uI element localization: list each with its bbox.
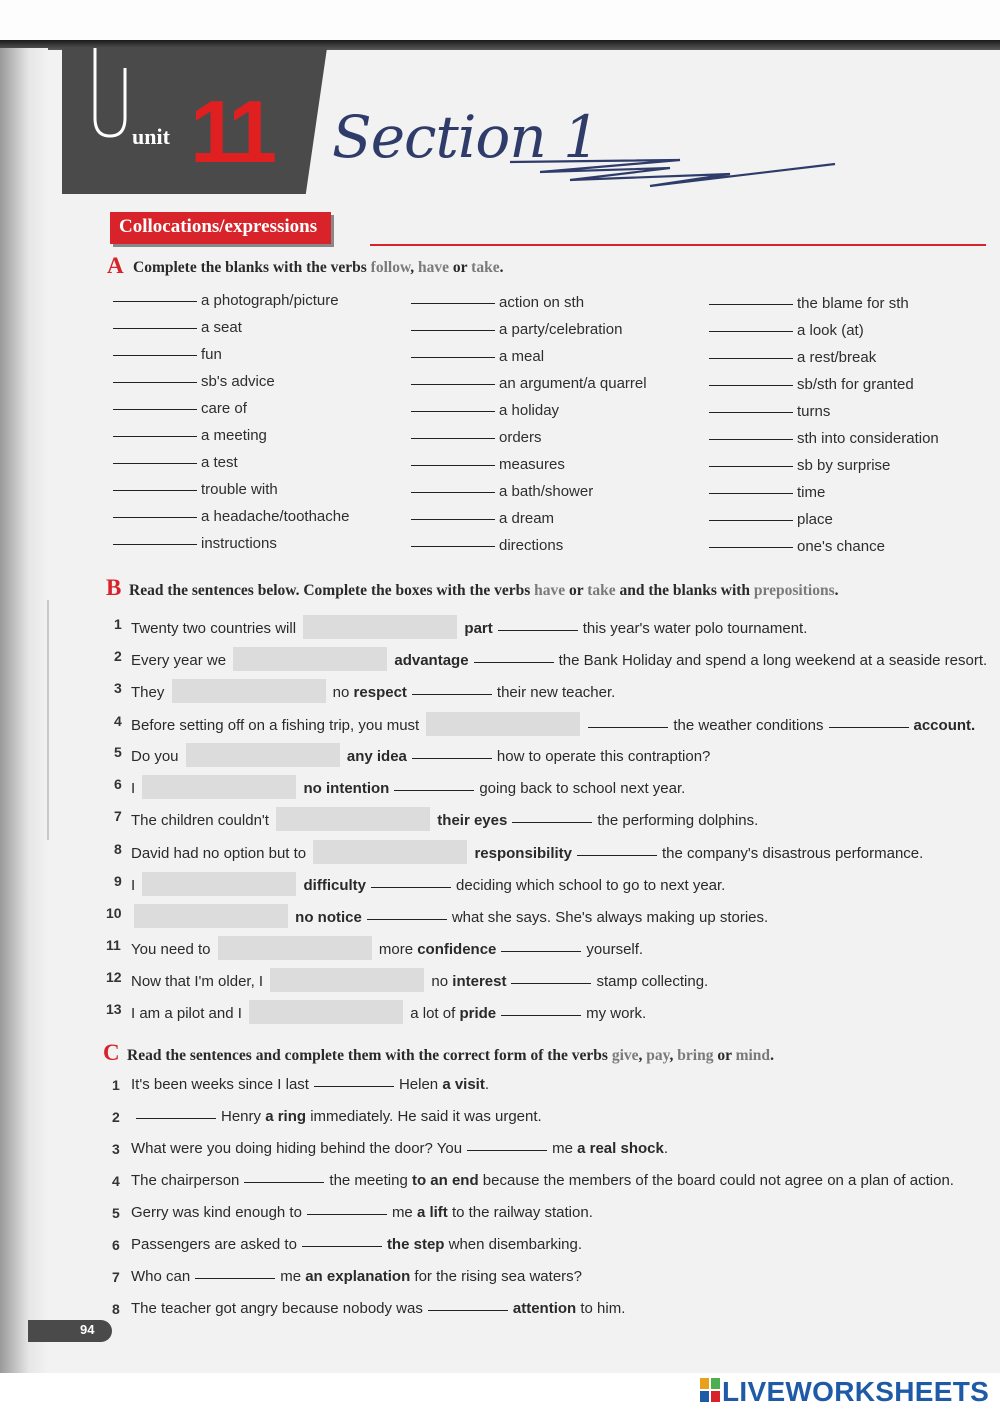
collocation-text: place (797, 511, 833, 528)
sentence-text: deciding which school to go to next year. (456, 877, 726, 894)
item-number: 3 (112, 1141, 120, 1157)
sentence-text: what she says. She's always making up stories. (451, 909, 769, 926)
collocation-item (113, 292, 339, 309)
collocation-text: a bath/shower (499, 482, 594, 500)
collocation-item (411, 375, 647, 392)
collocation-text: a party/celebration (499, 320, 623, 338)
collocation-text: measures (499, 455, 565, 473)
answer-blank[interactable] (411, 492, 495, 493)
sentence-text: I (131, 780, 140, 797)
answer-blank[interactable] (113, 301, 197, 302)
sentence (131, 968, 708, 992)
sentence-text: the meeting (329, 1172, 412, 1189)
key-phrase: any idea (342, 748, 407, 765)
collocation-text: an argument/a quarrel (499, 374, 647, 392)
key-phrase: a lift (416, 1204, 448, 1221)
collocation-text: a headache/toothache (201, 508, 350, 525)
sentence (131, 1108, 542, 1125)
sentence-text: more (374, 941, 418, 958)
answer-blank[interactable] (411, 411, 495, 412)
verb-answer-box[interactable] (270, 968, 424, 992)
collocation-text: the blame for sth (797, 295, 909, 312)
answer-blank[interactable] (411, 384, 495, 385)
sentence (131, 1204, 593, 1221)
sentence-text: Do you (131, 748, 183, 765)
item-number: 2 (114, 648, 122, 664)
section-a-letter: A (107, 253, 124, 278)
sentence (131, 1140, 668, 1157)
unit-number: 11 (190, 82, 272, 181)
key-phrase: difficulty (299, 877, 367, 894)
page-number-tab (28, 1320, 112, 1342)
sentence (131, 840, 923, 864)
preposition-blank[interactable] (367, 919, 447, 920)
preposition-blank[interactable] (588, 727, 668, 728)
answer-blank[interactable] (709, 331, 793, 332)
sentence-text: the performing dolphins. (597, 812, 759, 829)
answer-blank[interactable] (411, 438, 495, 439)
collocation-item (709, 376, 914, 393)
sentence-text: me (280, 1268, 306, 1285)
verb-answer-box[interactable] (186, 743, 340, 767)
sentence-text: for the rising sea waters? (410, 1268, 582, 1285)
answer-blank[interactable] (113, 463, 197, 464)
section-title: Section 1 (332, 103, 600, 171)
sentence (131, 712, 975, 736)
paperclip-icon (85, 48, 135, 143)
item-number: 1 (112, 1077, 120, 1093)
preposition-blank[interactable] (501, 1015, 581, 1016)
collocation-item (411, 402, 559, 419)
sentence (131, 1300, 625, 1317)
sentence-text: I am a pilot and I (131, 1005, 247, 1022)
sentence-text: Passengers are asked to (131, 1236, 297, 1253)
section-c-letter: C (103, 1040, 120, 1065)
verb-answer-blank[interactable] (428, 1310, 508, 1311)
collocation-text: a test (201, 454, 238, 471)
preposition-blank[interactable] (412, 694, 492, 695)
verb-answer-box[interactable] (249, 1000, 403, 1024)
sentence-text: the Bank Holiday and spend a long weekend at a seaside resort. (558, 652, 988, 669)
sentence-text: Gerry was kind enough to (131, 1204, 302, 1221)
answer-blank[interactable] (113, 490, 197, 491)
sentence (131, 904, 768, 928)
collocation-text: a look (at) (797, 322, 864, 339)
preposition-blank[interactable] (511, 983, 591, 984)
preposition-blank[interactable] (498, 630, 578, 631)
item-number: 9 (114, 873, 122, 889)
sentence-text: to him. (576, 1300, 626, 1317)
verb-answer-box[interactable] (172, 679, 326, 703)
preposition-blank[interactable] (412, 758, 492, 759)
key-phrase: interest (452, 973, 507, 990)
answer-blank[interactable] (709, 304, 793, 305)
sentence-text: the company's disastrous performance. (662, 845, 924, 862)
unit-label: unit (132, 124, 170, 149)
collocation-item (113, 481, 278, 498)
sentence-text: Who can (131, 1268, 191, 1285)
answer-blank[interactable] (709, 493, 793, 494)
item-number: 11 (106, 937, 121, 953)
sentence-text: stamp collecting. (596, 973, 709, 990)
section-b-letter: B (106, 575, 122, 600)
key-phrase: no notice (291, 909, 362, 926)
item-number: 10 (106, 905, 122, 921)
collocation-item (411, 348, 544, 365)
sentence-text: yourself. (586, 941, 644, 958)
sentence-text: . (484, 1076, 490, 1093)
verb-answer-blank[interactable] (302, 1246, 382, 1247)
sentence (131, 775, 685, 799)
answer-blank[interactable] (709, 520, 793, 521)
answer-blank[interactable] (709, 466, 793, 467)
key-phrase: their eyes (433, 812, 508, 829)
verb-answer-box[interactable] (426, 712, 580, 736)
answer-blank[interactable] (411, 330, 495, 331)
key-phrase: an explanation (305, 1268, 411, 1285)
sentence-text: how to operate this contraption? (496, 748, 711, 765)
answer-blank[interactable] (113, 436, 197, 437)
sentence-text: their new teacher. (496, 684, 616, 701)
collocation-item (113, 454, 238, 471)
sentence-text: me (391, 1204, 417, 1221)
sentence (131, 647, 987, 671)
collocation-item (709, 538, 885, 555)
collocation-item (411, 510, 554, 527)
preposition-blank[interactable] (577, 855, 657, 856)
sentence-text: The children couldn't (131, 812, 274, 829)
spine-shadow (0, 48, 48, 1373)
sentence-text: The teacher got angry because nobody was (131, 1300, 423, 1317)
sentence (131, 872, 725, 896)
sentence-text: Henry (221, 1108, 266, 1125)
collocation-item (709, 511, 833, 528)
sentence (131, 1172, 954, 1189)
collocation-text: instructions (201, 535, 277, 552)
sentence-text: Now that I'm older, I (131, 973, 268, 990)
collocation-item (709, 322, 864, 339)
item-number: 8 (114, 841, 122, 857)
sentence-text: Before setting off on a fishing trip, you must (131, 717, 424, 734)
collocation-item (709, 295, 909, 312)
item-number: 6 (114, 776, 122, 792)
item-number: 7 (114, 808, 122, 824)
section-a-instruction: Complete the blanks with the verbs follow, have or take. (133, 259, 504, 276)
title-underline-scribble (500, 150, 840, 190)
sentence-text: no (427, 973, 453, 990)
sentence-text: a lot of (406, 1005, 460, 1022)
collocation-text: orders (499, 428, 542, 446)
collocation-item (411, 294, 584, 311)
item-number: 4 (114, 713, 122, 729)
section-c-instruction: Read the sentences and complete them with the correct form of the verbs give, pay, bring or mind. (127, 1047, 774, 1064)
key-phrase: the step (386, 1236, 445, 1253)
sentence-text: me (552, 1140, 578, 1157)
collocation-text: a seat (201, 319, 242, 336)
collocation-item (113, 508, 349, 525)
collocation-text: sb's advice (201, 373, 275, 390)
collocation-item (709, 349, 876, 366)
answer-blank[interactable] (411, 303, 495, 304)
collocation-item (113, 400, 247, 417)
sentence-text: my work. (586, 1005, 647, 1022)
answer-blank[interactable] (113, 328, 197, 329)
answer-blank[interactable] (709, 439, 793, 440)
sentence-text: immediately. He said it was urgent. (306, 1108, 542, 1125)
answer-blank[interactable] (113, 382, 197, 383)
sentence (131, 615, 807, 639)
key-phrase: to an end (411, 1172, 479, 1189)
collocation-text: a rest/break (797, 349, 877, 366)
verb-answer-box[interactable] (142, 775, 296, 799)
verb-answer-box[interactable] (142, 872, 296, 896)
section-b-instruction: Read the sentences below. Complete the boxes with the verbs have or take and the blanks with prepositions. (129, 582, 839, 599)
collocation-text: sb/sth for granted (797, 376, 914, 393)
collocation-item (709, 484, 825, 501)
sentence-text: It's been weeks since I last (131, 1076, 309, 1093)
collocation-item (411, 537, 563, 554)
key-phrase: part (460, 620, 493, 637)
collocation-item (411, 456, 565, 473)
collocation-text: directions (499, 536, 564, 554)
collocation-text: sb by surprise (797, 457, 891, 474)
sentence-text: You need to (131, 941, 215, 958)
sentence-text: David had no option but to (131, 845, 311, 862)
answer-blank[interactable] (709, 547, 793, 548)
key-phrase: responsibility (470, 845, 572, 862)
collocation-text: a dream (499, 509, 555, 527)
verb-answer-blank[interactable] (195, 1278, 275, 1279)
sentence (131, 1000, 646, 1024)
collocation-text: sth into consideration (797, 430, 939, 447)
collocation-item (113, 535, 277, 552)
answer-blank[interactable] (113, 409, 197, 410)
key-phrase: pride (459, 1005, 497, 1022)
collocation-text: time (797, 484, 826, 501)
preposition-blank[interactable] (371, 887, 451, 888)
verb-answer-box[interactable] (313, 840, 467, 864)
sentence (131, 743, 710, 767)
collocation-item (411, 429, 542, 446)
page-number: 94 (80, 1322, 95, 1337)
sentence-text: The chairperson (131, 1172, 240, 1189)
verb-answer-box[interactable] (303, 615, 457, 639)
preposition-blank[interactable] (512, 822, 592, 823)
verb-answer-box[interactable] (134, 904, 288, 928)
sentence (131, 1076, 489, 1093)
collocation-text: action on sth (499, 293, 585, 311)
item-number: 2 (112, 1109, 120, 1125)
answer-blank[interactable] (709, 358, 793, 359)
collocation-text: turns (797, 403, 831, 420)
sentence (131, 1236, 582, 1253)
sentence-text: What were you doing hiding behind the door? You (131, 1140, 463, 1157)
collocation-text: a meal (499, 347, 545, 365)
answer-blank[interactable] (113, 355, 197, 356)
sentence (131, 807, 758, 831)
sentence-text: no (328, 684, 354, 701)
verb-answer-box[interactable] (218, 936, 372, 960)
verb-answer-blank[interactable] (307, 1214, 387, 1215)
sentence-text: I (131, 877, 140, 894)
answer-blank[interactable] (411, 519, 495, 520)
sentence-text: the weather conditions (673, 717, 824, 734)
answer-blank[interactable] (113, 517, 197, 518)
spine-line (47, 600, 49, 840)
sentence-text: to the railway station. (447, 1204, 593, 1221)
item-number: 8 (112, 1301, 120, 1317)
collocation-item (113, 373, 275, 390)
preposition-blank[interactable] (829, 727, 909, 728)
preposition-blank[interactable] (394, 790, 474, 791)
sentence (131, 679, 615, 703)
collocation-item (113, 346, 222, 363)
category-tag: Collocations/expressions (110, 212, 331, 244)
liveworksheets-logo-icon (700, 1378, 720, 1402)
collocation-item (709, 457, 890, 474)
collocation-text: a holiday (499, 401, 560, 419)
sentence-text: when disembarking. (444, 1236, 583, 1253)
answer-blank[interactable] (113, 544, 197, 545)
key-phrase: account. (913, 717, 976, 734)
verb-answer-blank[interactable] (136, 1118, 216, 1119)
collocation-item (113, 319, 242, 336)
collocation-text: one's chance (797, 538, 885, 555)
preposition-blank[interactable] (501, 951, 581, 952)
sentence-text: . (663, 1140, 668, 1157)
sentence-text: this year's water polo tournament. (582, 620, 808, 637)
sentence-text: Twenty two countries will (131, 620, 301, 637)
item-number: 13 (106, 1001, 122, 1017)
collocation-text: care of (201, 400, 247, 417)
sentence-text: Every year we (131, 652, 231, 669)
verb-answer-blank[interactable] (314, 1086, 394, 1087)
key-phrase: attention (512, 1300, 577, 1317)
collocation-text: trouble with (201, 481, 278, 498)
item-number: 1 (114, 616, 122, 632)
item-number: 4 (112, 1173, 120, 1189)
sentence-text: going back to school next year. (479, 780, 686, 797)
verb-answer-box[interactable] (276, 807, 430, 831)
item-number: 3 (114, 680, 122, 696)
sentence (131, 936, 643, 960)
collocation-item (709, 430, 939, 447)
answer-blank[interactable] (411, 465, 495, 466)
answer-blank[interactable] (709, 412, 793, 413)
item-number: 7 (112, 1269, 120, 1285)
collocation-item (113, 427, 267, 444)
collocation-text: a meeting (201, 427, 267, 444)
item-number: 12 (106, 969, 122, 985)
collocation-item (709, 403, 830, 420)
verb-answer-box[interactable] (233, 647, 387, 671)
answer-blank[interactable] (709, 385, 793, 386)
section-divider (370, 244, 986, 246)
preposition-blank[interactable] (474, 662, 554, 663)
key-phrase: advantage (390, 652, 469, 669)
collocation-text: a photograph/picture (201, 292, 339, 309)
answer-blank[interactable] (411, 357, 495, 358)
sentence-text: They (131, 684, 169, 701)
liveworksheets-brand: LIVEWORKSHEETS (722, 1376, 990, 1407)
collocation-item (411, 321, 622, 338)
item-number: 6 (112, 1237, 120, 1253)
item-number: 5 (114, 744, 122, 760)
sentence-text: Helen (398, 1076, 443, 1093)
key-phrase: a visit (442, 1076, 485, 1093)
collocation-item (411, 483, 593, 500)
key-phrase: a real shock (577, 1140, 664, 1157)
sentence (131, 1268, 582, 1285)
key-phrase: respect (353, 684, 407, 701)
collocation-text: fun (201, 346, 222, 363)
key-phrase: a ring (265, 1108, 307, 1125)
key-phrase: confidence (417, 941, 497, 958)
answer-blank[interactable] (411, 546, 495, 547)
verb-answer-blank[interactable] (467, 1150, 547, 1151)
key-phrase: no intention (299, 780, 390, 797)
sentence-text: because the members of the board could not agree on a plan of action. (478, 1172, 954, 1189)
verb-answer-blank[interactable] (244, 1182, 324, 1183)
scan-top-margin (0, 0, 1000, 40)
item-number: 5 (112, 1205, 120, 1221)
